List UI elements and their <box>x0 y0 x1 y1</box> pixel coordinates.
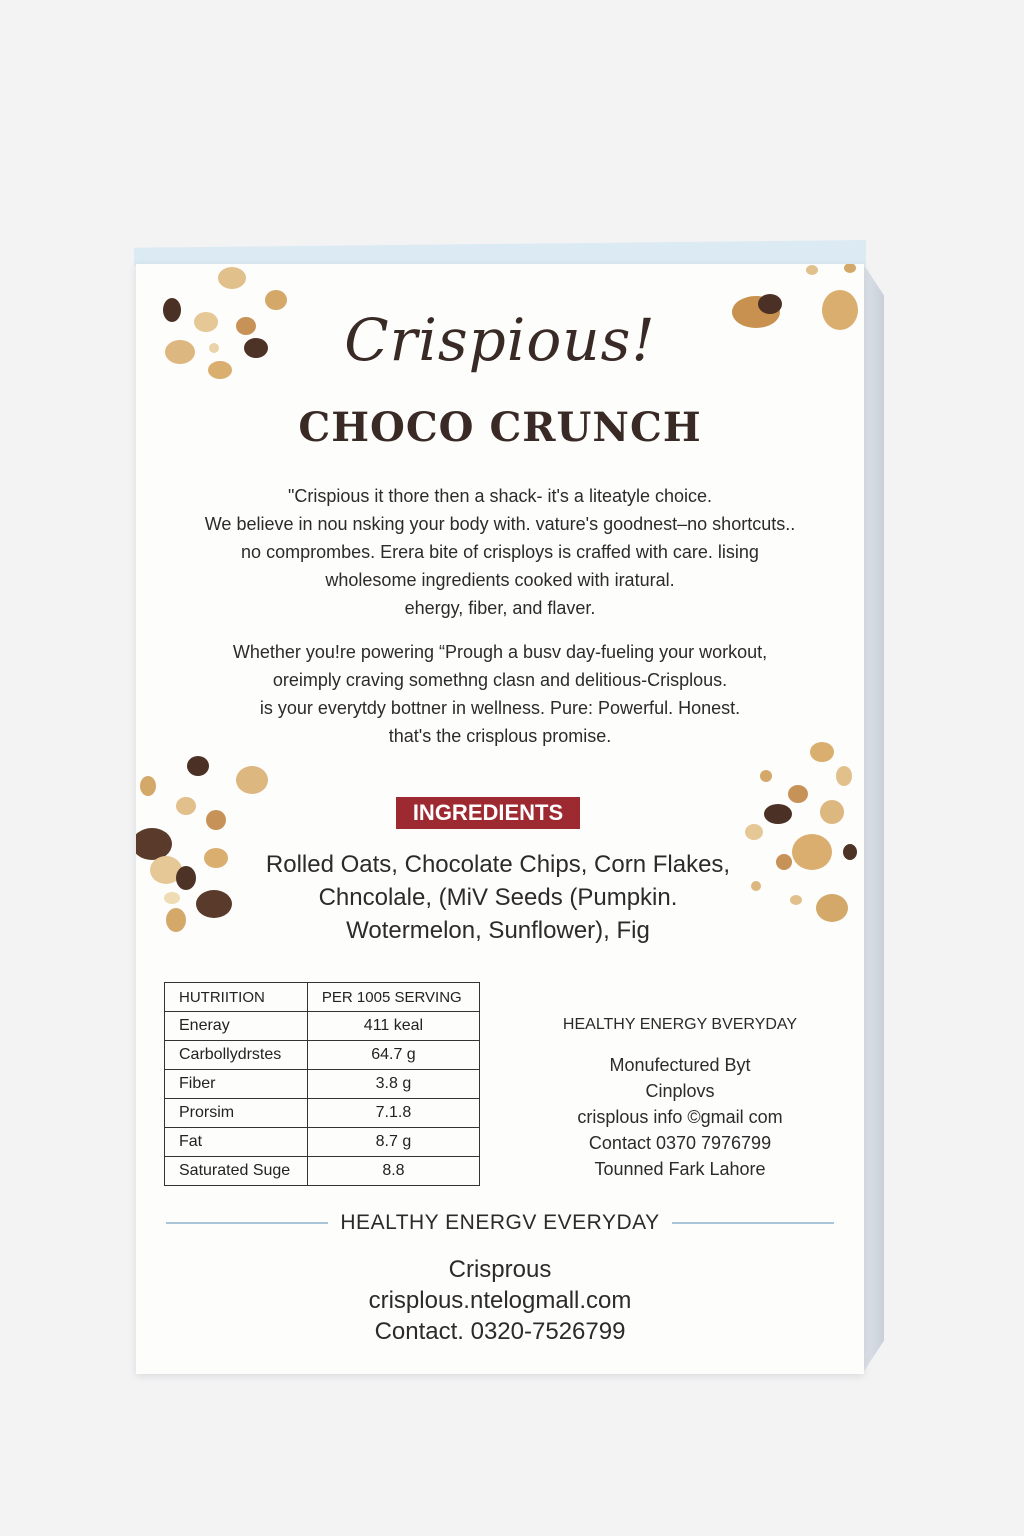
manufacturer-info <box>540 1016 820 1182</box>
promise-line: Whether you!re powering “Prough a busv day-fueling your workout, <box>232 642 768 662</box>
brand-logo: Crispious! <box>344 306 656 374</box>
manufacturer-line: crisplous info ©gmail com <box>577 1107 783 1127</box>
promise-line: oreimply craving somethng clasn and delitious-Crisplous. <box>272 670 728 690</box>
footer-phone: Contact. 0320-7526799 <box>374 1318 626 1345</box>
nutrient-name: Carbollydrstes <box>165 1041 308 1070</box>
description-line: no comprombes. Erera bite of crisploys is craffed with care. lising <box>241 542 759 562</box>
promise-line: is your everytdy bottner in wellness. Pure: Powerful. Honest. <box>259 698 741 718</box>
promise-line: that's the crisplous promise. <box>388 726 612 746</box>
ingredients-line: Wotermelon, Sunflower), Fig <box>346 917 650 944</box>
divider-rule <box>166 1222 328 1224</box>
table-row <box>165 1128 480 1157</box>
tagline-divider <box>166 1208 834 1238</box>
manufacturer-line: Cinplovs <box>645 1081 715 1101</box>
nutrient-name: Saturated Suge <box>165 1157 308 1186</box>
box-side-edge <box>862 262 884 1374</box>
nutrient-name: Eneray <box>165 1012 308 1041</box>
nutrient-name: Fiber <box>165 1070 308 1099</box>
footer-name: Crisprous <box>448 1256 552 1283</box>
ingredients-line: Chncolale, (MiV Seeds (Pumpkin. <box>318 884 678 911</box>
table-row <box>165 1041 480 1070</box>
description-line: wholesome ingredients cooked with iratural. <box>325 570 675 590</box>
nutrient-name: Prorsim <box>165 1099 308 1128</box>
nutrient-name: Fat <box>165 1128 308 1157</box>
description-line: We believe in nou nsking your body with. vature's goodnest–no shortcuts.. <box>204 514 796 534</box>
nutrition-table <box>164 982 480 1186</box>
footer-email: crisplous.ntelogmall.com <box>368 1287 632 1314</box>
nutrient-value: 7.1.8 <box>307 1099 479 1128</box>
side-tagline: HEALTHY ENERGY BVERYDAY <box>562 1016 798 1033</box>
ingredients-line: Rolled Oats, Chocolate Chips, Corn Flakes, <box>265 851 731 878</box>
serving-header: PER 1005 SERVING <box>307 983 479 1012</box>
nutrient-value: 411 keal <box>307 1012 479 1041</box>
nutrient-value: 8.7 g <box>307 1128 479 1157</box>
nutrition-header-row <box>165 983 480 1012</box>
nutrient-value: 8.8 <box>307 1157 479 1186</box>
nutrition-header: HUTRIITION <box>165 983 308 1012</box>
divider-rule <box>672 1222 834 1224</box>
brand-description <box>160 482 840 622</box>
package-back-panel <box>136 264 864 1374</box>
manufacturer-line: Monufectured Byt <box>609 1055 751 1075</box>
nutrient-value: 64.7 g <box>307 1041 479 1070</box>
divider-tagline: HEALTHY ENERGV EVERYDAY <box>340 1211 660 1234</box>
ingredients-list <box>196 848 800 947</box>
table-row <box>165 1099 480 1128</box>
table-row <box>165 1070 480 1099</box>
table-row <box>165 1157 480 1186</box>
table-row <box>165 1012 480 1041</box>
ingredients-heading: INGREDIENTS <box>396 797 580 829</box>
description-line: ehergy, fiber, and flaver. <box>404 598 596 618</box>
box-top-edge <box>134 240 866 266</box>
manufacturer-line: Tounned Fark Lahore <box>594 1159 766 1179</box>
brand-promise <box>160 638 840 750</box>
description-line: "Crispious it thore then a shack- it's a liteatyle choice. <box>287 486 713 506</box>
product-name: CHOCO CRUNCH <box>298 404 702 451</box>
manufacturer-line: Contact 0370 7976799 <box>588 1133 772 1153</box>
nutrient-value: 3.8 g <box>307 1070 479 1099</box>
footer-contact <box>136 1254 864 1347</box>
